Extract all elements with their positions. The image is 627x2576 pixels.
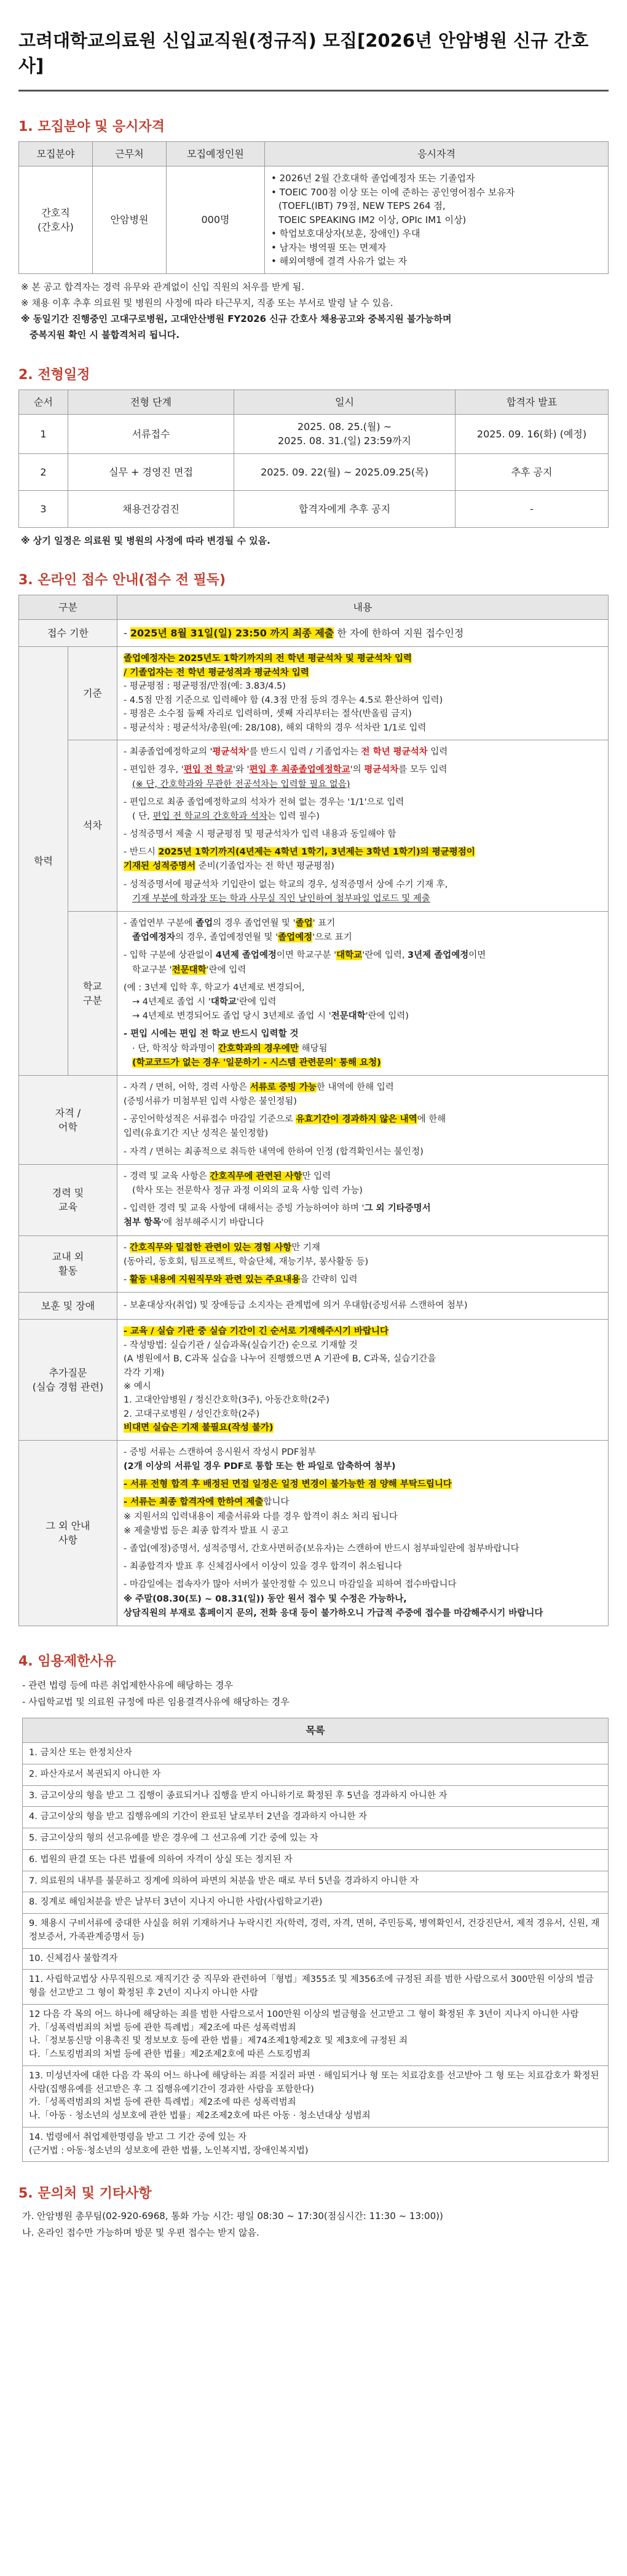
text-segment: '란에 입력 bbox=[206, 965, 246, 975]
col-header: 순서 bbox=[19, 390, 68, 414]
field-cell: 간호직 (간호사) bbox=[19, 166, 93, 274]
section-online-application bbox=[18, 570, 609, 1626]
text-segment: 활동 내용에 지원직무와 관련 있는 주요내용 bbox=[129, 1274, 301, 1285]
text-segment: - 서류는 최종 합격자에 한하여 제출 bbox=[124, 1497, 264, 1508]
veteran-cell: - 보훈대상자(취업) 및 장애등급 소지자는 관계법에 의거 우대함(증빙서류 스캔하여 첨부) bbox=[117, 1293, 609, 1320]
cell: 3 bbox=[19, 490, 68, 527]
text-segment: 편입 후 최종졸업예정학교 bbox=[249, 765, 350, 775]
list-item: 13. 미성년자에 대한 다음 각 목의 어느 하나에 해당하는 죄를 저질러 파면 · 해임되거나 형 또는 치료감호를 선고받아 그 형 또는 치료감호가 확정된 사람(집행유예를 선고받은 후 그 집행유예기간이 경과한 사람을 포함한다) 가.「성폭력범죄의 처벌 등에 관한 특례법」제2조에 따른 성폭력범죄 나.「아동 · 청소년의 성보호에 관한 법률」제2조제2호에 따른 아동 · 청소년대상 성범죄 bbox=[23, 2065, 609, 2127]
text-segment: - 편입으로 최종 졸업예정학교의 석차가 전혀 없는 경우는 '1/1'으로 입력 bbox=[124, 797, 404, 807]
text-segment: 전 학년 평균석차 bbox=[361, 747, 428, 758]
text-segment: 상담직원의 부재로 홈페이지 문의, 전화 응대 등이 불가 bbox=[124, 1608, 338, 1618]
text-segment: 3년제 졸업예정 bbox=[408, 950, 469, 961]
text-segment: ※ 제출방법 등은 최종 합격자 발표 시 공고 bbox=[124, 1525, 289, 1536]
qualification-item: 해외여행에 결격 사유가 없는 자 bbox=[279, 256, 408, 267]
text-segment: (A 병원에서 B, C과목 실습을 나누어 진행했으면 A 기관에 B, C과목, 실습기간을 bbox=[124, 1354, 436, 1364]
note: 중복지원 확인 시 불합격처리 됩니다. bbox=[30, 329, 179, 341]
text-segment: 이면 학교구분 ' bbox=[276, 950, 337, 961]
text-segment: - 편입한 경우, ' bbox=[124, 765, 184, 775]
note: ※ 동일기간 진행중인 고대구로병원, 고대안산병원 FY2026 신규 간호사 채용공고와 중복지원 불가능하며 bbox=[21, 313, 452, 325]
count-cell: 000명 bbox=[167, 166, 265, 274]
campus-cell bbox=[117, 1235, 609, 1293]
notes bbox=[18, 274, 609, 343]
text-segment: 의 경우, 졸업예정연월 및 ' bbox=[175, 933, 278, 943]
page-title: 고려대학교의료원 신입교직원(정규직) 모집[2026년 안암병원 신규 간호사] bbox=[18, 14, 609, 92]
career-cell bbox=[117, 1164, 609, 1235]
table-row bbox=[23, 1764, 609, 1785]
text-segment: 1. 고대안암병원 / 정신간호학(3주), 아동간호학(2주) bbox=[124, 1395, 329, 1406]
cell: - bbox=[455, 490, 609, 527]
text-segment: '란에 입력, bbox=[362, 950, 408, 961]
text-segment: 합니다 bbox=[263, 1497, 290, 1508]
text-segment: - 최종합격자 발표 후 신체검사에서 이상이 있을 경우 합격이 취소됩니다 bbox=[124, 1562, 402, 1572]
cell: 1 bbox=[19, 414, 68, 453]
text-segment: ※ 주말(08.30(토) ~ 08.31(일)) 동안 원서 접수 및 수정은 가능하나, bbox=[124, 1594, 407, 1604]
row-label: 경력 및 교육 bbox=[19, 1164, 117, 1235]
text-segment: 졸업예정자 bbox=[132, 933, 176, 943]
text-segment: 입력 bbox=[427, 747, 448, 758]
text: - 평점은 소수점 둘째 자리로 입력하며, 셋째 자리부터는 절삭(반올림 금지) bbox=[124, 709, 412, 719]
text-segment: - bbox=[124, 1242, 130, 1253]
text-segment: 간호직무에 관련된 사항 bbox=[210, 1171, 302, 1181]
text-segment: 각각 기재) bbox=[124, 1368, 165, 1378]
col-header: 합격자 발표 bbox=[455, 390, 609, 414]
table-row bbox=[19, 647, 609, 740]
list-item: 10. 신체검사 불합격자 bbox=[23, 1948, 609, 1970]
place-cell: 안암병원 bbox=[93, 166, 167, 274]
cell: 추후 공지 bbox=[455, 453, 609, 490]
col-header: 응시자격 bbox=[265, 142, 609, 166]
text-segment: - 서류 전형 합격 후 배정된 면접 일정은 일정 변경이 불가능한 점 양해 부탁드립니다 bbox=[124, 1479, 452, 1490]
section-heading: 3. 온라인 접수 안내(접수 전 필독) bbox=[18, 573, 226, 589]
table-row bbox=[23, 1849, 609, 1871]
cell: 2 bbox=[19, 453, 68, 490]
section-heading: 2. 전형일정 bbox=[18, 367, 90, 383]
qualification-cell: • 2026년 2월 간호대학 졸업예정자 또는 기졸업자 • TOEIC 700점 이상 또는 이에 준하는 공인영어점수 보유자 (TOEFL(IBT) 79점, NEW TEPS 264 점, TOEIC SPEAKING IM2 이상, OPIc IM1 이상) • 학업보호대상자(보훈, 장애인) 우대 • 남자는 병역필 또는 면제자 • 해외여행에 결격 사유가 없는 자 bbox=[265, 166, 609, 274]
table-row bbox=[23, 1807, 609, 1828]
text-segment: 을 간략히 입력 bbox=[300, 1274, 358, 1285]
etc-cell bbox=[117, 1440, 609, 1626]
text-segment: 비대면 실습은 기재 불필요(작성 불가) bbox=[124, 1423, 274, 1433]
section-heading: 4. 임용제한사유 bbox=[18, 1653, 116, 1669]
cell: 채용건강검진 bbox=[68, 490, 234, 527]
text: 한 자에 한하여 지원 접수인정 bbox=[337, 627, 464, 640]
row-sublabel: 학교 구분 bbox=[68, 912, 117, 1076]
cell: 합격자에게 추후 공지 bbox=[234, 490, 455, 527]
qualification-item: 2026년 2월 간호대학 졸업예정자 또는 기졸업자 bbox=[279, 173, 475, 184]
cell: 2025. 09. 16(화) (예정) bbox=[455, 414, 609, 453]
text-segment: - 졸업연부 구분에 bbox=[124, 918, 196, 928]
section-heading: 5. 문의처 및 기타사항 bbox=[18, 2186, 152, 2202]
notes bbox=[18, 528, 609, 549]
text-segment: 대학교 bbox=[336, 950, 363, 961]
text-segment: (※ 단, 간호학과와 무관한 전공석차는 입력할 필요 없음) bbox=[132, 779, 350, 789]
table-row bbox=[19, 1075, 609, 1164]
text-segment: 전문대학 bbox=[172, 965, 207, 975]
text-segment: '에 첨부해주시기 바랍니다 bbox=[161, 1218, 264, 1228]
row-label: 추가질문 (실습 경험 관련) bbox=[19, 1320, 117, 1441]
contact-line: 가. 안암병원 총무팀(02-920-6968, 통화 가능 시간: 평일 08:30 ~ 17:30(점심시간: 11:30 ~ 13:00)) bbox=[22, 2210, 443, 2222]
text-segment: 이면 bbox=[468, 950, 486, 961]
table-row bbox=[19, 1293, 609, 1320]
text-segment: '의 bbox=[350, 765, 365, 775]
highlight: 2025년 8월 31일(일) 23:50 까지 최종 제출 bbox=[130, 627, 334, 640]
text-segment: - 반드시 bbox=[124, 847, 159, 858]
contact-line: 나. 온라인 접수만 가능하며 방문 및 우편 접수는 받지 않음. bbox=[22, 2227, 259, 2239]
table-row bbox=[23, 1828, 609, 1850]
intro-line: - 사립학교법 및 의료원 규정에 따른 임용결격사유에 해당하는 경우 bbox=[22, 1696, 290, 1707]
text-segment: 유효기간이 경과하지 않은 내역 bbox=[296, 1114, 417, 1125]
table-row bbox=[19, 490, 609, 527]
text-segment: 의 경우 졸업연월 및 ' bbox=[213, 918, 296, 928]
recruitment-table bbox=[18, 141, 609, 274]
text-segment: → 4년제로 졸업 시 ' bbox=[132, 996, 211, 1007]
text-segment: '를 반드시 입력 / 기졸업자는 bbox=[246, 747, 361, 758]
list-item: 14. 법령에서 취업제한명령을 받고 그 기간 중에 있는 자 (근거법 : 아동·청소년의 성보호에 관한 법률, 노인복지법, 장애인복지법) bbox=[23, 2127, 609, 2162]
list-item: 11. 사립학교법상 사무직원으로 재직기간 중 직무와 관련하여「형법」제355조 및 제356조에 규정된 죄를 범한 사람으로서 300만원 이상의 벌금형을 선고받고 그 형이 확정된 후 2년이 지나지 아니한 사람 bbox=[23, 1970, 609, 2005]
text-segment: 만 기재 bbox=[291, 1242, 320, 1253]
text-segment: - 졸업(예정)증명서, 성적증명서, 간호사면허증(보유자)는 스캔하여 반드시 첨부파일란에 첨부바랍니다 bbox=[124, 1544, 519, 1554]
rank-cell bbox=[117, 740, 609, 912]
qualification-item: 남자는 병역필 또는 면제자 bbox=[279, 241, 387, 253]
text-segment: 평균석차 bbox=[212, 747, 247, 758]
text-segment: - 경력 및 교육 사항은 bbox=[124, 1171, 210, 1181]
list-item: 12 다음 각 목의 어느 하나에 해당하는 죄를 범한 사람으로서 100만원 이상의 벌금형을 선고받고 그 형이 확정된 후 3년이 지나지 아니한 사람 가.「성폭력범죄의 처벌 등에 관한 특례법」제2조에 따른 성폭력범죄 나.「정보통신망 이용촉진 및 정보보호 등에 관한 법률」제74조제1항제2호 및 제3호에 규정된 죄 다.「스토킹범죄의 처벌 등에 관한 법률」제2조제2호에 따른 스토킹범죄 bbox=[23, 2004, 609, 2065]
note: ※ 채용 이후 추후 의료원 및 병원의 사정에 따라 타근무지, 직종 또는 부서로 발령 날 수 있음. bbox=[21, 297, 393, 308]
list-item: 9. 채용시 구비서류에 중대한 사실을 허위 기재하거나 누락시킨 자(학력, 경력, 자격, 면허, 주민등록, 병역확인서, 건강진단서, 제적 경유서, 신원, 재정보증서, 가족관계증명서 등) bbox=[23, 1914, 609, 1949]
cell: 서류접수 bbox=[68, 414, 234, 453]
text-segment: 입력(유효기간 지난 성적은 불인정함) bbox=[124, 1129, 269, 1139]
table-row bbox=[23, 1892, 609, 1914]
table-row bbox=[23, 1743, 609, 1764]
section-heading: 1. 모집분야 및 응시자격 bbox=[18, 119, 165, 135]
row-label: 교내 외 활동 bbox=[19, 1235, 117, 1293]
text-segment: (2개 이상의 서류일 경우 PDF로 통합 또는 한 파일로 압축하여 첨부) bbox=[124, 1462, 396, 1472]
row-sublabel: 기준 bbox=[68, 647, 117, 740]
cell: 2025. 09. 22(월) ~ 2025.09.25(목) bbox=[234, 453, 455, 490]
note: ※ 본 공고 합격자는 경력 유무와 관계없이 신입 직원의 처우를 받게 됨. bbox=[21, 281, 305, 292]
col-header: 모집예정인원 bbox=[167, 142, 265, 166]
text-segment: 졸업 bbox=[195, 918, 213, 928]
text-segment: - 최종졸업예정학교의 ' bbox=[124, 747, 213, 758]
text-segment: - 작성방법: 실습기관 / 실습과목(실습기간) 순으로 기재할 것 bbox=[124, 1340, 358, 1350]
text-segment: 2. 고대구로병원 / 성인간호학(2주) bbox=[124, 1409, 260, 1419]
text-segment: ( 단, bbox=[132, 811, 153, 821]
list-item: 1. 금치산 또는 한정치산자 bbox=[23, 1743, 609, 1764]
text-segment: 전문대학 bbox=[331, 1011, 366, 1022]
text-segment: ' 표기 bbox=[312, 918, 336, 928]
text-segment: 평균석차 bbox=[364, 765, 399, 775]
text-segment: 간호학과의 경우에만 bbox=[218, 1043, 299, 1054]
table-row bbox=[23, 1948, 609, 1970]
section-schedule bbox=[18, 364, 609, 549]
text-segment: - 입력한 경력 및 교육 사항에 대해서는 증빙 가능하여야 하며 ' bbox=[124, 1204, 365, 1214]
table-row bbox=[23, 1970, 609, 2005]
basis-cell bbox=[117, 647, 609, 740]
list-item: 6. 법원의 판결 또는 다른 법률에 의하여 자격이 상실 또는 정지된 자 bbox=[23, 1849, 609, 1871]
text-segment: - bbox=[124, 1274, 130, 1285]
table-row bbox=[23, 1785, 609, 1807]
text-segment: - 자격 / 면허, 어학, 경력 사항은 bbox=[124, 1082, 250, 1092]
text-segment: 편입 전 학교의 간호학과 석차 bbox=[152, 811, 268, 821]
text-segment: 2025년 1학기까지(4년제는 4학년 1학기, 3년제는 3학년 1학기)의 평균평점이 bbox=[158, 847, 475, 858]
text-segment: 는 입력 필수) bbox=[267, 811, 320, 821]
text-segment: 졸업예정 bbox=[278, 933, 313, 943]
text-segment: - 입학 구분에 상관없이 bbox=[124, 950, 216, 961]
row-label: 접수 기한 bbox=[19, 620, 117, 647]
text-segment: '란에 입력 bbox=[236, 996, 277, 1007]
table-row bbox=[19, 740, 609, 912]
table-row bbox=[23, 1914, 609, 1949]
text-segment: 서류로 증빙 가능 bbox=[250, 1082, 317, 1092]
text-segment: (증빙서류가 미첨부된 입력 사항은 불인정됨) bbox=[124, 1097, 297, 1107]
text-segment: '와 ' bbox=[232, 765, 250, 775]
table-row bbox=[19, 1164, 609, 1235]
section-recruitment-field bbox=[18, 116, 609, 343]
list-item: 8. 징계로 해임처분을 받은 날부터 3년이 지나지 아니한 사람(사립학교기관) bbox=[23, 1892, 609, 1914]
table-row bbox=[23, 2065, 609, 2127]
list-item: 5. 금고이상의 형의 선고유예를 받은 경우에 그 선고유예 기간 중에 있는 자 bbox=[23, 1828, 609, 1850]
text-segment: 기재된 성적증명서 bbox=[124, 861, 196, 872]
cell: 실무 + 경영진 면접 bbox=[68, 453, 234, 490]
school-cell bbox=[117, 912, 609, 1076]
text-segment: 간호직무와 밀접한 관련이 있는 경험 사항 bbox=[129, 1242, 292, 1253]
table-row bbox=[19, 453, 609, 490]
section-contact bbox=[18, 2183, 609, 2241]
text-segment: (동아리, 동호회, 팀프로젝트, 학술단체, 재능기부, 봉사활동 등) bbox=[124, 1256, 369, 1267]
schedule-table bbox=[18, 390, 609, 528]
text-segment: ※ 예시 bbox=[124, 1382, 151, 1392]
text-segment: - 마감일에는 접속자가 많아 서버가 불안정할 수 있으니 마감일을 피하여 접수바랍니다 bbox=[124, 1580, 457, 1590]
row-label: 자격 / 어학 bbox=[19, 1075, 117, 1164]
restriction-list-table bbox=[22, 1718, 609, 2162]
row-sublabel: 석차 bbox=[68, 740, 117, 912]
text-segment: 대학교 bbox=[210, 996, 237, 1007]
col-header: 전형 단계 bbox=[68, 390, 234, 414]
text-segment: 4년제 졸업예정 bbox=[215, 950, 277, 961]
text-segment: 편입 전 학교 bbox=[183, 765, 233, 775]
text: - 평균석차 : 평균석차/총원(예: 28/108), 해외 대학의 경우 석차란 1/1로 입력 bbox=[124, 722, 427, 733]
table-row bbox=[19, 912, 609, 1076]
text-segment: '란에 입력) bbox=[365, 1011, 409, 1022]
table-row bbox=[23, 1871, 609, 1892]
text-segment: (예 : 3년제 입학 후, 학교가 4년제로 변경되어, bbox=[124, 982, 305, 993]
text-segment: 한 내역에 한해 입력 bbox=[316, 1082, 394, 1092]
text-segment: - 성적증명서 제출 시 평균평점 및 평균석차가 입력 내용과 동일해야 함 bbox=[124, 829, 396, 840]
text-segment: '으로 표기 bbox=[312, 933, 352, 943]
text-segment: 그 외 기타증명서 bbox=[364, 1204, 431, 1214]
col-header: 구분 bbox=[19, 595, 117, 620]
col-header: 모집분야 bbox=[19, 142, 93, 166]
text-segment: · 단, 학적상 학과명이 bbox=[132, 1043, 218, 1054]
qualification-item: TOEIC 700점 이상 또는 이에 준하는 공인영어점수 보유자 (TOEFL(IBT) 79점, NEW TEPS 264 점, TOEIC SPEAKING IM2 이상, OPIc IM1 이상) bbox=[278, 186, 515, 225]
text-segment: - 공인어학성적은 서류접수 마감일 기준으로 bbox=[124, 1114, 296, 1125]
text-segment: - 자격 / 면허는 최종적으로 취득한 내역에 한하여 인정 (합격확인서는 불인정) bbox=[124, 1146, 424, 1157]
text-segment: 에 한해 bbox=[417, 1114, 446, 1125]
text-segment: - 성적증명서에 평균석차 기입란이 없는 학교의 경우, 성적증명서 상에 수기 기재 후, bbox=[124, 879, 448, 890]
list-item: 3. 금고이상의 형을 받고 그 집행이 종료되거나 집행을 받지 아니하기로 확정된 후 5년을 경과하지 아니한 자 bbox=[23, 1785, 609, 1807]
application-guide-table bbox=[18, 595, 609, 1626]
list-item: 4. 금고이상의 형을 받고 집행유예의 기간이 완료된 날로부터 2년을 경과하지 아니한 자 bbox=[23, 1807, 609, 1828]
cell: 2025. 08. 25.(월) ~ 2025. 08. 31.(일) 23:59까지 bbox=[234, 414, 455, 453]
col-header: 근무처 bbox=[93, 142, 167, 166]
intro-line: - 관련 법령 등에 따른 취업제한사유에 해당하는 경우 bbox=[22, 1679, 234, 1691]
text: - 4.5점 만점 기준으로 입력해야 함 (4.3점 만점 등의 경우는 4.5로 환산하여 입력) bbox=[124, 695, 443, 705]
qualification-item: 학업보호대상자(보훈, 장애인) 우대 bbox=[279, 228, 420, 240]
text-segment: - 편입 시에는 편입 전 학교 반드시 입력할 것 bbox=[124, 1029, 299, 1039]
text-segment: 해당됨 bbox=[298, 1043, 328, 1054]
list-item: 7. 의료원의 내부를 불문하고 징계에 의하여 파면의 처분을 받은 때로 부터 5년을 경과하지 아니한 자 bbox=[23, 1871, 609, 1892]
text-segment: - 교육 / 실습 기관 중 실습 기간이 긴 순서로 기재해주시기 바랍니다 bbox=[124, 1326, 389, 1337]
row-label: 학력 bbox=[19, 647, 68, 1076]
table-row bbox=[19, 1235, 609, 1293]
table-row bbox=[19, 620, 609, 647]
text-segment: (학교코드가 없는 경우 '일문하기 - 시스템 관련문의' 통해 요청) bbox=[132, 1057, 381, 1068]
col-header: 내용 bbox=[117, 595, 609, 620]
col-header: 일시 bbox=[234, 390, 455, 414]
section-restrictions bbox=[18, 1651, 609, 2162]
text-segment: - 증빙 서류는 스캔하여 응시원서 작성시 PDF첨부 bbox=[124, 1447, 317, 1457]
period-cell: - 2025년 8월 31일(일) 23:50 까지 최종 제출 한 자에 한하여 지원 접수인정 bbox=[117, 620, 609, 647]
text-segment: 하오니 가급적 주중에 접수를 마감해주시기 바랍니다 bbox=[338, 1608, 543, 1618]
col-header: 목록 bbox=[23, 1718, 609, 1742]
row-label: 그 외 안내 사항 bbox=[19, 1440, 117, 1626]
highlight: 졸업예정자는 2025년도 1학기까지의 전 학년 평균석차 및 평균석차 입력 bbox=[124, 654, 412, 664]
text-segment: 졸업 bbox=[295, 918, 313, 928]
text-segment: ※ 지원서의 입력내용이 제출서류와 다를 경우 합격이 취소 처리 됩니다 bbox=[124, 1511, 398, 1522]
highlight: / 기졸업자는 전 학년 평균성적과 평균석차 입력 bbox=[124, 667, 309, 678]
table-row bbox=[19, 1440, 609, 1626]
text-segment: 준비(기졸업자는 전 학년 평균평점) bbox=[195, 861, 334, 872]
text-segment: 학교구분 ' bbox=[132, 965, 172, 975]
table-row bbox=[23, 2004, 609, 2065]
table-row bbox=[19, 414, 609, 453]
note: ※ 상기 일정은 의료원 및 병원의 사정에 따라 변경될 수 있음. bbox=[21, 534, 270, 546]
text-segment: 만 입력 bbox=[302, 1171, 331, 1181]
restriction-intro bbox=[18, 1676, 609, 1718]
text-segment: 기재 부분에 학과장 또는 학과 사무실 직인 날인하여 첨부파일 업로드 및 제출 bbox=[132, 893, 430, 904]
table-row bbox=[19, 1320, 609, 1441]
text-segment: → 4년제로 변경되어도 졸업 당시 3년제로 졸업 시 ' bbox=[132, 1011, 331, 1022]
cert-cell bbox=[117, 1075, 609, 1164]
list-item: 2. 파산자로서 복권되지 아니한 자 bbox=[23, 1764, 609, 1785]
extra-cell bbox=[117, 1320, 609, 1441]
text-segment: 를 모두 입력 bbox=[398, 765, 448, 775]
text: - 평균평점 : 평균평점/만점(예: 3.83/4.5) bbox=[124, 681, 286, 692]
table-row bbox=[23, 2127, 609, 2162]
row-label: 보훈 및 장애 bbox=[19, 1293, 117, 1320]
text-segment: (학사 또는 전문학사 정규 과정 이외의 교육 사항 입력 가능) bbox=[132, 1186, 363, 1196]
text-segment: 첨부 항목 bbox=[124, 1218, 162, 1228]
